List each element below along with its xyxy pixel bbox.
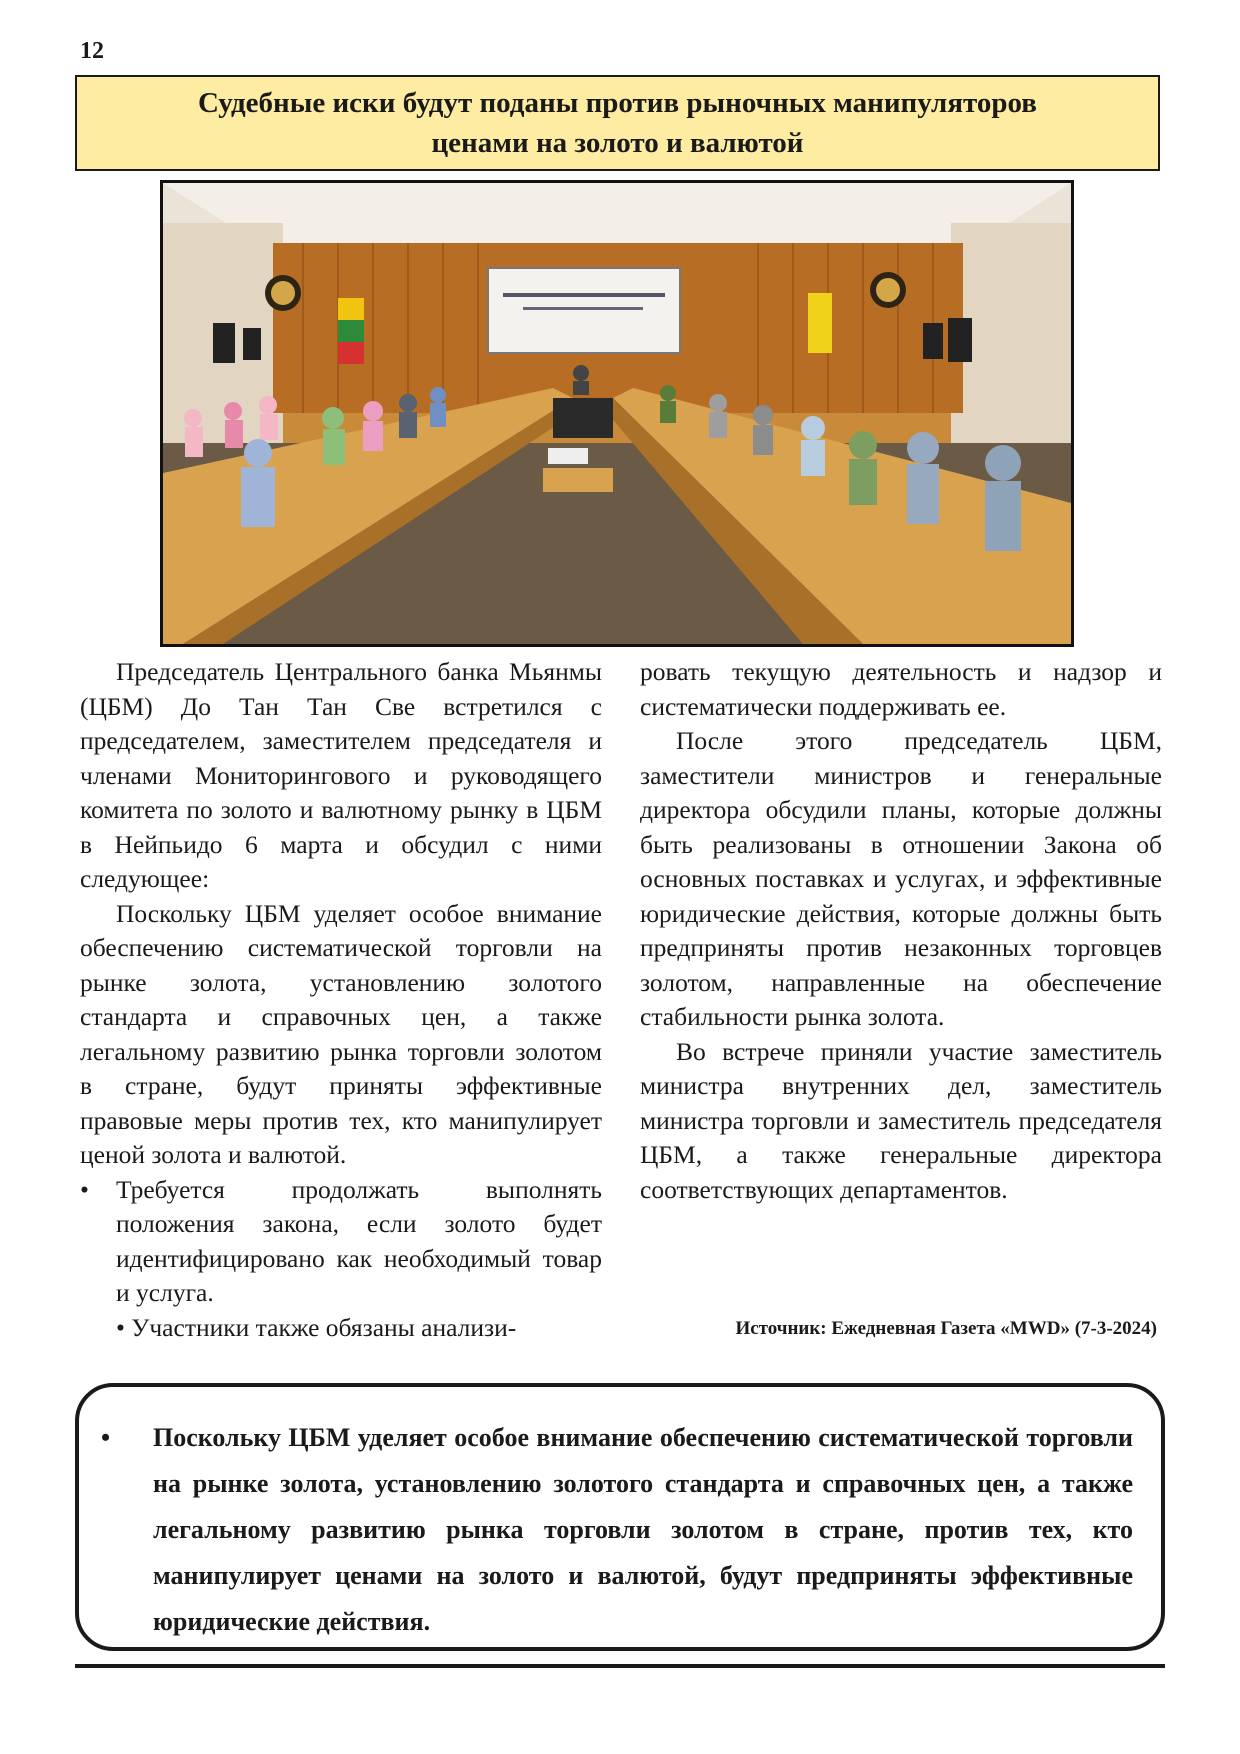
meeting-photo — [160, 180, 1074, 647]
callout-text: Поскольку ЦБМ уделяет особое внимание обеспечению систематической торговли на рынке золота, установлению золотого стандарта и справочных цен, а также легальному развитию рынка торговли золотом в стране, против тех, кто манипулирует ценами на золото и валютой, будут предприняты эффективные юридические действия. — [153, 1423, 1133, 1636]
callout-bullet: • — [101, 1423, 111, 1452]
left-column — [80, 655, 602, 1345]
headline-line-1: Судебные иски будут поданы против рыночных манипуляторов — [198, 87, 1037, 119]
right-column — [640, 655, 1162, 1207]
source-credit: Источник: Ежедневная Газета «MWD» (7-3-2024) — [735, 1318, 1157, 1339]
bullet-item-2: • Участники также обязаны анализи- — [116, 1312, 517, 1342]
right-paragraph-3: Во встрече приняли участие заместитель министра внутренних дел, заместитель министра торговли и заместитель председателя ЦБМ, а также генеральные директора соответствующих департаментов. — [640, 1036, 1162, 1204]
right-paragraph-1: ровать текущую деятельность и надзор и систематически поддерживать ее. — [640, 657, 1162, 721]
left-paragraph-2: Поскольку ЦБМ уделяет особое внимание обеспечению систематической торговли на рынке золота, установлению золотого стандарта и справочных цен, а также легальному развитию рынка торговли золотом в стране, будут приняты эффективные правовые меры против тех, кто манипулирует ценой золота и валютой. — [80, 898, 602, 1169]
bottom-divider — [75, 1664, 1165, 1668]
summary-callout — [75, 1383, 1165, 1651]
right-paragraph-2: После этого председатель ЦБМ, заместители министров и генеральные директора обсудили планы, которые должны быть реализованы в отношении Закона об основных поставках и услугах, и эффективные юридические действия, которые должны быть предприняты против незаконных торговцев золотом, направленные на обеспечение стабильности рынка золота. — [640, 726, 1162, 1031]
left-paragraph-1: Председатель Центрального банка Мьянмы (ЦБМ) До Тан Тан Све встретился с председателем, заместителем председателя и членами Мониторингового и руководящего комитета по золото и валютному рынку в ЦБМ в Нейпьидо 6 марта и обсудил с ними следующее: — [80, 657, 602, 893]
headline-box — [75, 75, 1160, 171]
page-number: 12 — [80, 38, 104, 64]
bullet-text: Требуется продолжать выполнять положения закона, если золото будет идентифицировано как необходимый товар и услуга. — [116, 1174, 602, 1307]
headline — [198, 83, 1037, 163]
bullet-item — [80, 1173, 602, 1311]
bullet-marker: • — [80, 1174, 89, 1204]
meeting-room-illustration — [163, 183, 1071, 644]
headline-line-2: ценами на золото и валютой — [431, 127, 804, 159]
